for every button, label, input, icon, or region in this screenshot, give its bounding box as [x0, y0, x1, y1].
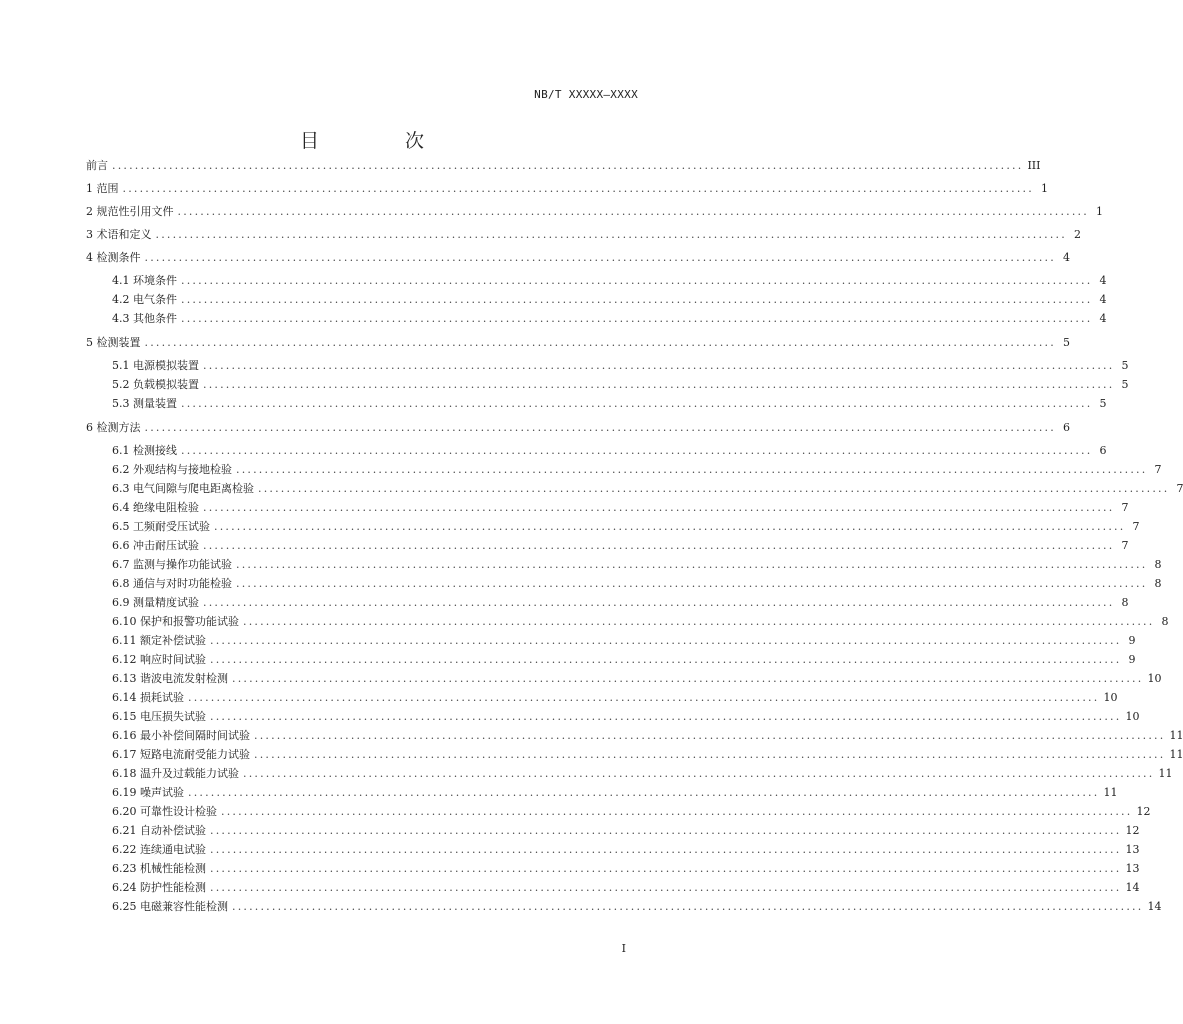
toc-dot-leader: ................................................................................................................................................................ [236, 577, 1148, 590]
toc-dot-leader: ................................................................................................................................................................ [232, 900, 1144, 913]
toc-entry-page: 13 [1125, 862, 1140, 875]
toc-entry[interactable] [86, 273, 1107, 288]
toc-dot-leader: ................................................................................................................................................................ [181, 293, 1093, 306]
toc-entry-label: 5 检测装置 [86, 336, 141, 349]
toc-entry[interactable] [86, 358, 1129, 373]
toc-entry[interactable] [86, 481, 1183, 496]
toc-entry-label: 6.12 响应时间试验 [112, 653, 206, 666]
toc-entry-page: 1 [1095, 205, 1103, 218]
toc-dot-leader: ................................................................................................................................................................ [188, 786, 1100, 799]
toc-entry-label: 6.22 连续通电试验 [112, 843, 206, 856]
toc-dot-leader: ................................................................................................................................................................ [181, 444, 1093, 457]
toc-entry[interactable] [86, 766, 1173, 781]
toc-dot-leader: ................................................................................................................................................................ [221, 805, 1133, 818]
toc-dot-leader: ................................................................................................................................................................ [177, 205, 1089, 218]
toc-entry-page: 11 [1103, 786, 1118, 799]
toc-dot-leader: ................................................................................................................................................................ [243, 615, 1155, 628]
toc-entry-page: 5 [1099, 397, 1107, 410]
toc-dot-leader: ................................................................................................................................................................ [203, 501, 1115, 514]
toc-entry[interactable] [86, 420, 1070, 435]
toc-entry[interactable] [86, 899, 1162, 914]
toc-entry-label: 2 规范性引用文件 [86, 205, 174, 218]
toc-entry[interactable] [86, 500, 1129, 515]
toc-entry-label: 6.3 电气间隙与爬电距离检验 [112, 482, 254, 495]
toc-entry-label: 6.1 检测接线 [112, 444, 177, 457]
toc-entry[interactable] [86, 576, 1162, 591]
toc-entry[interactable] [86, 652, 1136, 667]
toc-dot-leader: ................................................................................................................................................................ [144, 251, 1056, 264]
toc-entry[interactable] [86, 709, 1140, 724]
toc-entry-page: 13 [1125, 843, 1140, 856]
toc-entry-label: 6.7 监测与操作功能试验 [112, 558, 232, 571]
toc-entry[interactable] [86, 671, 1162, 686]
toc-entry-label: 6.13 谐波电流发射检测 [112, 672, 228, 685]
toc-entry[interactable] [86, 443, 1107, 458]
toc-entry[interactable] [86, 462, 1162, 477]
toc-entry[interactable] [86, 181, 1048, 196]
toc-dot-leader: ................................................................................................................................................................ [232, 672, 1144, 685]
toc-entry-page: 11 [1169, 729, 1183, 742]
toc-entry-label: 6.21 自动补偿试验 [112, 824, 206, 837]
toc-entry-page: 12 [1136, 805, 1151, 818]
toc-entry-label: 5.3 测量装置 [112, 397, 177, 410]
toc-dot-leader: ................................................................................................................................................................ [236, 558, 1148, 571]
toc-entry-label: 6.10 保护和报警功能试验 [112, 615, 239, 628]
toc-entry-label: 4.2 电气条件 [112, 293, 177, 306]
toc-entry-label: 6.20 可靠性设计检验 [112, 805, 217, 818]
toc-entry-label: 1 范围 [86, 182, 119, 195]
toc-entry[interactable] [86, 250, 1070, 265]
toc-entry-page: 6 [1099, 444, 1107, 457]
toc-entry-label: 6.15 电压损失试验 [112, 710, 206, 723]
toc-entry-label: 4 检测条件 [86, 251, 141, 264]
toc-entry-page: 8 [1161, 615, 1169, 628]
toc-entry-label: 6.16 最小补偿间隔时间试验 [112, 729, 250, 742]
toc-dot-leader: ................................................................................................................................................................ [210, 824, 1122, 837]
toc-entry-label: 6.8 通信与对时功能检验 [112, 577, 232, 590]
toc-entry[interactable] [86, 595, 1129, 610]
toc-dot-leader: ................................................................................................................................................................ [144, 336, 1056, 349]
toc-entry-label: 6.6 冲击耐压试验 [112, 539, 199, 552]
toc-dot-leader: ................................................................................................................................................................ [236, 463, 1148, 476]
toc-entry[interactable] [86, 633, 1136, 648]
toc-entry-label: 前言 [86, 159, 108, 172]
toc-entry-label: 6.17 短路电流耐受能力试验 [112, 748, 250, 761]
toc-entry-page: 4 [1099, 274, 1107, 287]
toc-dot-leader: ................................................................................................................................................................ [210, 634, 1122, 647]
toc-dot-leader: ................................................................................................................................................................ [122, 182, 1034, 195]
toc-entry-label: 6.2 外观结构与接地检验 [112, 463, 232, 476]
toc-entry[interactable] [86, 335, 1070, 350]
toc-entry-page: 9 [1128, 634, 1136, 647]
toc-entry-page: 8 [1121, 596, 1129, 609]
toc-entry-page: 10 [1147, 672, 1162, 685]
toc-dot-leader: ................................................................................................................................................................ [210, 653, 1122, 666]
toc-entry[interactable] [86, 227, 1081, 242]
toc-entry[interactable] [86, 880, 1140, 895]
toc-entry-page: 4 [1062, 251, 1070, 264]
toc-entry-page: 14 [1125, 881, 1140, 894]
toc-entry-page: 7 [1154, 463, 1162, 476]
toc-entry-label: 6.24 防护性能检测 [112, 881, 206, 894]
toc-entry-page: 11 [1158, 767, 1173, 780]
toc-entry-label: 6.19 噪声试验 [112, 786, 184, 799]
toc-entry-page: 5 [1121, 359, 1129, 372]
toc-dot-leader: ................................................................................................................................................................ [210, 843, 1122, 856]
toc-entry-label: 6.14 损耗试验 [112, 691, 184, 704]
toc-entry[interactable] [86, 785, 1118, 800]
toc-entry-page: 6 [1062, 421, 1070, 434]
toc-entry-page: 4 [1099, 293, 1107, 306]
toc-entry[interactable] [86, 842, 1140, 857]
toc-dot-leader: ................................................................................................................................................................ [210, 862, 1122, 875]
toc-entry-label: 3 术语和定义 [86, 228, 152, 241]
toc-entry[interactable] [86, 861, 1140, 876]
toc-entry-label: 4.3 其他条件 [112, 312, 177, 325]
toc-dot-leader: ................................................................................................................................................................ [243, 767, 1155, 780]
toc-entry-label: 6.4 绝缘电阻检验 [112, 501, 199, 514]
toc-entry-label: 6.11 额定补偿试验 [112, 634, 206, 647]
toc-entry[interactable] [86, 557, 1162, 572]
toc-entry-page: 2 [1073, 228, 1081, 241]
toc-entry-page: 4 [1099, 312, 1107, 325]
toc-entry[interactable] [86, 538, 1129, 553]
toc-entry-page: 11 [1169, 748, 1183, 761]
toc-entry-page: 9 [1128, 653, 1136, 666]
toc-dot-leader: ................................................................................................................................................................ [144, 421, 1056, 434]
toc-entry[interactable] [86, 728, 1183, 743]
toc-entry-page: 12 [1125, 824, 1140, 837]
toc-entry-page: 7 [1176, 482, 1183, 495]
page-title: 目 次 [299, 130, 465, 152]
toc-entry-label: 6.25 电磁兼容性能检测 [112, 900, 228, 913]
toc-entry-page: 8 [1154, 558, 1162, 571]
toc-entry-label: 5.1 电源模拟装置 [112, 359, 199, 372]
toc-dot-leader: ................................................................................................................................................................ [155, 228, 1067, 241]
toc-entry-page: 7 [1121, 501, 1129, 514]
toc-entry-page: 5 [1121, 378, 1129, 391]
toc-dot-leader: ................................................................................................................................................................ [112, 159, 1024, 172]
toc-dot-leader: ................................................................................................................................................................ [181, 274, 1093, 287]
toc-entry[interactable] [86, 396, 1107, 411]
toc-entry[interactable] [86, 519, 1140, 534]
document-code: NB/T XXXXX—XXXX [534, 88, 638, 101]
toc-entry-page: 1 [1040, 182, 1048, 195]
toc-entry-label: 5.2 负载模拟装置 [112, 378, 199, 391]
toc-entry-label: 6.9 测量精度试验 [112, 596, 199, 609]
toc-entry[interactable] [86, 204, 1103, 219]
toc-entry-label: 6.23 机械性能检测 [112, 862, 206, 875]
toc-entry[interactable] [86, 311, 1107, 326]
toc-entry-page: 5 [1062, 336, 1070, 349]
toc-dot-leader: ................................................................................................................................................................ [254, 729, 1166, 742]
toc-entry[interactable] [86, 747, 1183, 762]
toc-entry[interactable] [86, 614, 1169, 629]
toc-entry-page: 8 [1154, 577, 1162, 590]
toc-entry-label: 6.18 温升及过载能力试验 [112, 767, 239, 780]
toc-entry-page: III [1027, 159, 1041, 172]
toc-dot-leader: ................................................................................................................................................................ [214, 520, 1126, 533]
page-number: I [621, 942, 626, 955]
toc-entry[interactable] [86, 158, 1041, 173]
toc-dot-leader: ................................................................................................................................................................ [188, 691, 1100, 704]
toc-entry[interactable] [86, 823, 1140, 838]
toc-entry[interactable] [86, 292, 1107, 307]
toc-entry-page: 10 [1103, 691, 1118, 704]
toc-dot-leader: ................................................................................................................................................................ [203, 539, 1115, 552]
toc-entry-label: 6 检测方法 [86, 421, 141, 434]
toc-dot-leader: ................................................................................................................................................................ [181, 397, 1093, 410]
toc-dot-leader: ................................................................................................................................................................ [203, 359, 1115, 372]
toc-dot-leader: ................................................................................................................................................................ [203, 596, 1115, 609]
toc-entry[interactable] [86, 804, 1151, 819]
toc-entry-page: 7 [1132, 520, 1140, 533]
toc-dot-leader: ................................................................................................................................................................ [210, 710, 1122, 723]
table-of-contents [86, 158, 1183, 914]
toc-dot-leader: ................................................................................................................................................................ [210, 881, 1122, 894]
toc-dot-leader: ................................................................................................................................................................ [181, 312, 1093, 325]
toc-entry-page: 10 [1125, 710, 1140, 723]
toc-entry-label: 4.1 环境条件 [112, 274, 177, 287]
toc-dot-leader: ................................................................................................................................................................ [254, 748, 1166, 761]
toc-entry-label: 6.5 工频耐受压试验 [112, 520, 210, 533]
toc-entry[interactable] [86, 690, 1118, 705]
toc-entry-page: 14 [1147, 900, 1162, 913]
toc-entry-page: 7 [1121, 539, 1129, 552]
toc-entry[interactable] [86, 377, 1129, 392]
toc-dot-leader: ................................................................................................................................................................ [203, 378, 1115, 391]
toc-dot-leader: ................................................................................................................................................................ [258, 482, 1170, 495]
